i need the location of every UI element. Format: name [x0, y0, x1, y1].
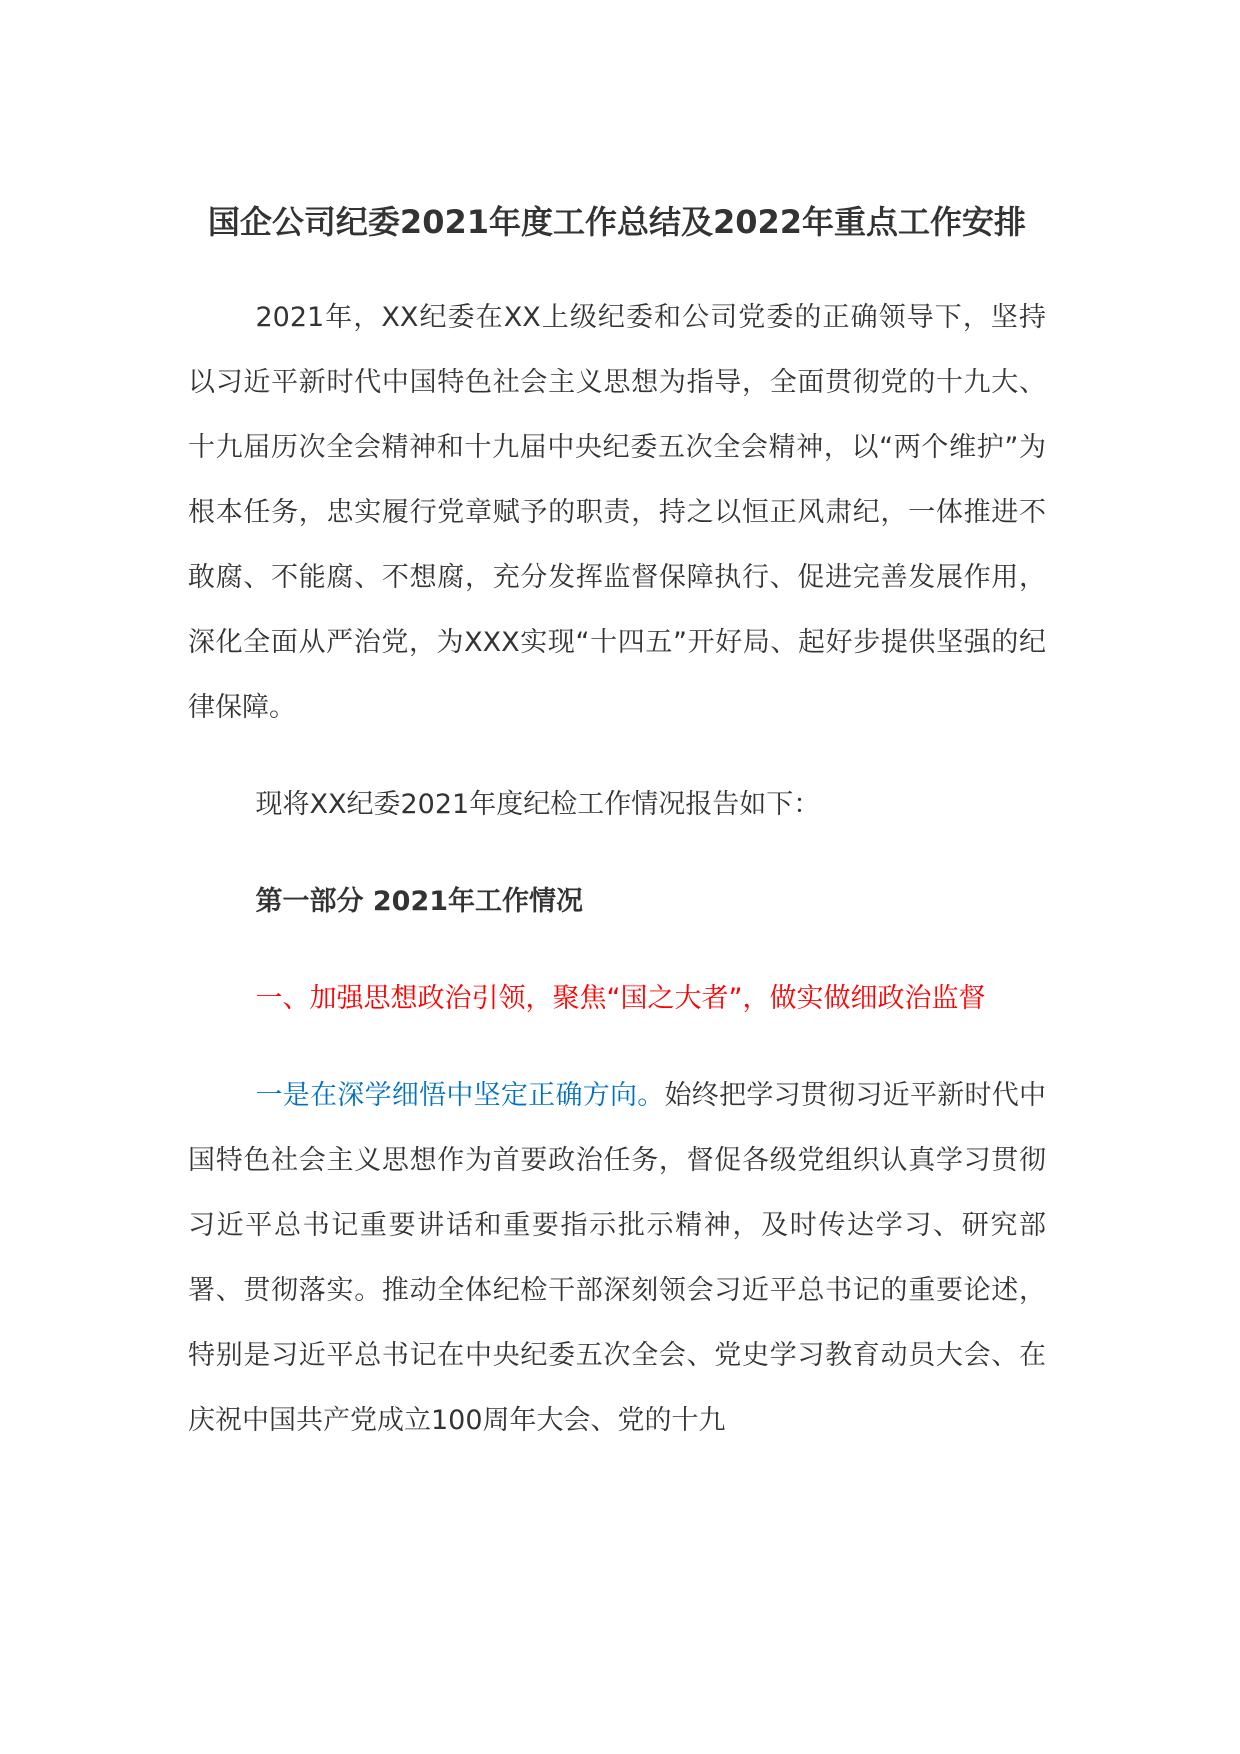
part-heading: 第一部分 2021年工作情况: [255, 886, 584, 917]
intro-paragraph: 2021年，XX纪委在XX上级纪委和公司党委的正确领导下，坚持以习近平新时代中国特色社会主义思想为指导，全面贯彻党的十九大、十九届历次全会精神和十九届中央纪委五次全会精神，以“两个维护”为根本任务，忠实履行党章赋予的职责，持之以恒正风肃纪，一体推进不敢腐、不能腐、不想腐，充分发挥监督保障执行、促进完善发展作用，深化全面从严治党，为XXX实现“十四五”开好局、起好步提供坚强的纪律保障。: [188, 302, 1046, 723]
report-intro-paragraph: 现将XX纪委2021年度纪检工作情况报告如下：: [255, 789, 821, 820]
point-lead: 一是在深学细悟中坚定正确方向。: [255, 1080, 665, 1111]
section-heading: 一、加强思想政治引领，聚焦“国之大者”，做实做细政治监督: [255, 983, 986, 1014]
point-body: 始终把学习贯彻习近平新时代中国特色社会主义思想作为首要政治任务，督促各级党组织认真学习贯彻习近平总书记重要讲话和重要指示批示精神，及时传达学习、研究部署、贯彻落实。推动全体纪检干部深刻领会习近平总书记的重要论述，特别是习近平总书记在中央纪委五次全会、党史学习教育动员大会、在庆祝中国共产党成立100周年大会、党的十九: [188, 1080, 1047, 1436]
point-paragraph: [188, 1063, 1046, 1453]
document-body: [188, 190, 1046, 1453]
spacer: [188, 255, 1046, 285]
spacer: [188, 934, 1046, 966]
spacer: [188, 740, 1046, 772]
spacer: [188, 837, 1046, 869]
spacer: [188, 1031, 1046, 1063]
document-title: 国企公司纪委2021年度工作总结及2022年重点工作安排: [207, 203, 1027, 241]
